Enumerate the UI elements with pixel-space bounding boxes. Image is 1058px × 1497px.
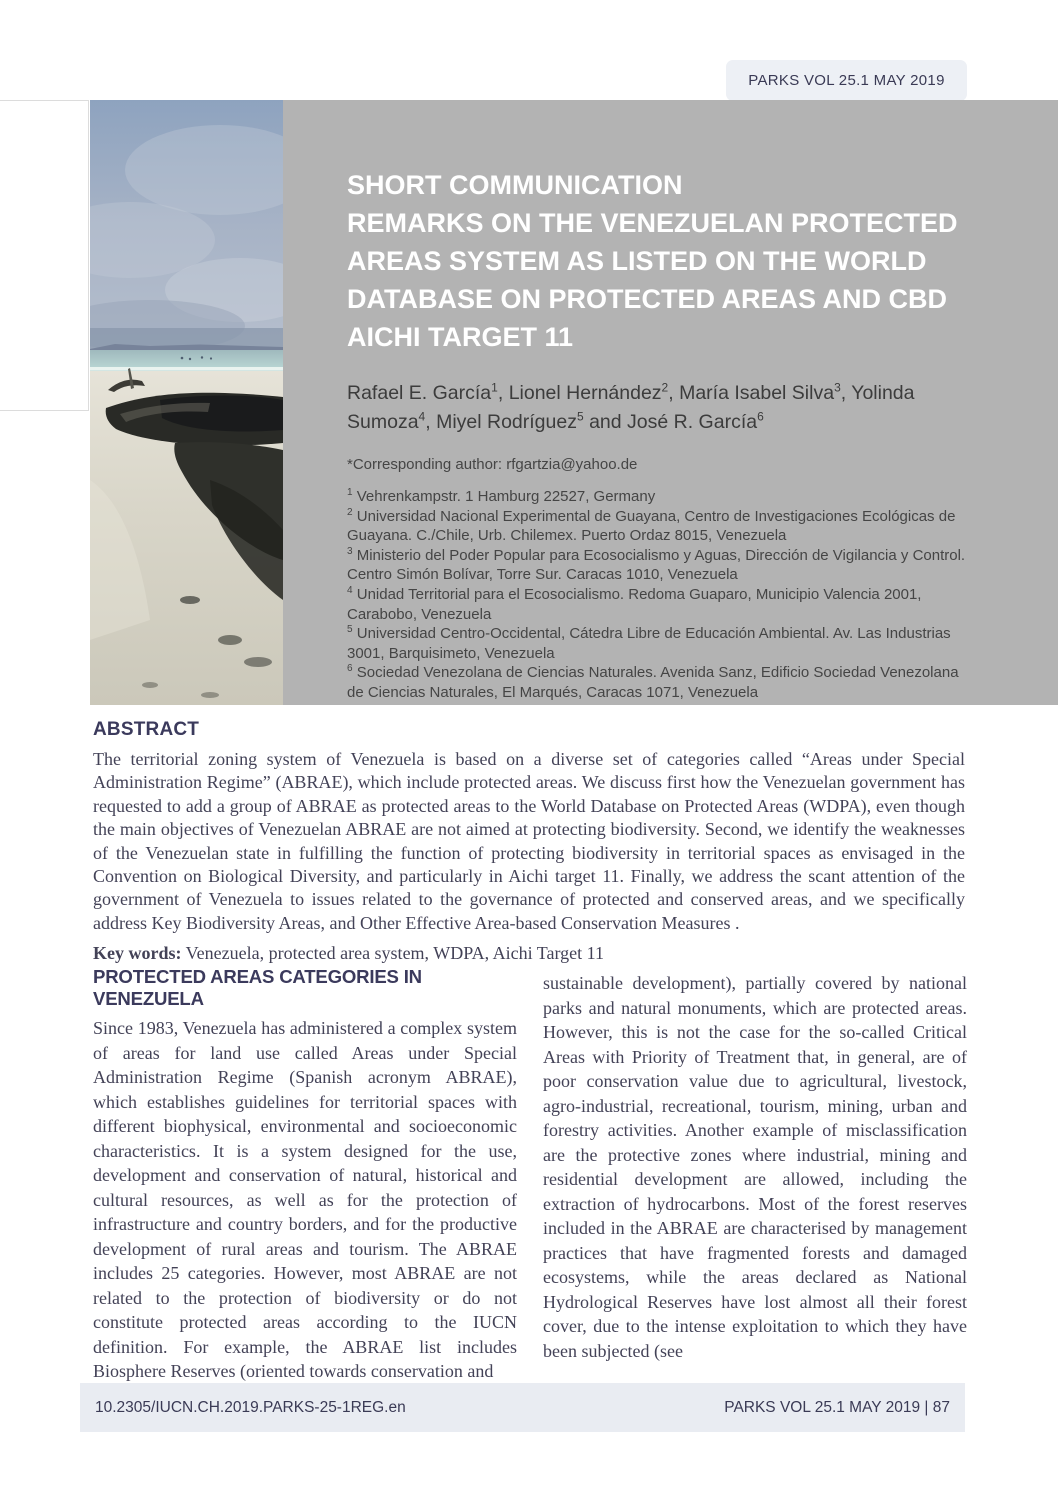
issue-badge-text: PARKS VOL 25.1 MAY 2019 [748, 72, 945, 89]
author-name: Yolinda Sumoza [347, 382, 915, 433]
affiliation-number: 3 [347, 545, 353, 557]
left-margin-box [0, 100, 89, 411]
keywords-label: Key words: [93, 943, 182, 963]
author-separator: , [840, 382, 852, 404]
author-separator: , [668, 382, 680, 404]
author-affiliation-ref: 5 [576, 409, 584, 424]
issue-badge [726, 60, 967, 101]
author-affiliation-ref: 6 [757, 409, 764, 424]
article-title-line: SHORT COMMUNICATION [347, 170, 683, 200]
affiliation-item [347, 663, 969, 702]
affiliation-list [347, 487, 969, 703]
header-content [347, 100, 969, 703]
header-block [283, 100, 1058, 705]
affiliation-text: Universidad Nacional Experimental de Guayana, Centro de Investigaciones Ecológicas de Guayana. C./Chile, Urb. Chilemex. Puerto Ordaz 8015, Venezuela [347, 507, 956, 545]
author-name: Rafael E. García [347, 382, 492, 404]
author-affiliation-ref: 2 [661, 380, 669, 395]
author-name: Lionel Hernández [508, 382, 662, 404]
body-text-right: sustainable development), partially covered by national parks and natural monuments, which are protected areas. However, this is not the case for the so-called Critical Areas with Priority of Treatment that, in general, are of poor conservation value due to agricultural, livestock, agro-industrial, recreational, tourism, mining, urban and forestry activities. Another example of misclassification are the protective zones where industrial, mining and residential development are allowed, including the extraction of hydrocarbons. Most of the forest reserves included in the ABRAE are characterised by management practices that have fragmented forests and damaged ecosystems, while the areas declared as National Hydrological Reserves have lost almost all their forest cover, due to the intense exploitation to which they have been subjected (see [543, 973, 967, 1361]
article-title-line: DATABASE ON PROTECTED AREAS AND CBD [347, 284, 948, 314]
affiliation-text: Universidad Centro-Occidental, Cátedra Libre de Educación Ambiental. Av. Las Industrias 3001, Barquisimeto, Venezuela [347, 625, 951, 662]
body-column-left [93, 966, 517, 1384]
section-heading: PROTECTED AREAS CATEGORIES IN VENEZUELA [93, 966, 422, 1009]
author-separator: , [497, 382, 509, 404]
affiliation-item [347, 624, 969, 663]
affiliation-text: Ministerio del Poder Popular para Ecosocialismo y Aguas, Dirección de Vigilancia y Control. Centro Simón Bolívar, Torre Sur. Caracas 1010, Venezuela [347, 546, 966, 584]
author-affiliation-ref: 4 [418, 409, 426, 424]
affiliation-text: Vehrenkampstr. 1 Hamburg 22527, Germany [356, 488, 656, 505]
author-name: Miyel Rodríguez [436, 411, 577, 433]
article-title-line: AREAS SYSTEM AS LISTED ON THE WORLD [347, 246, 927, 276]
author-list [347, 379, 969, 437]
abstract-heading: ABSTRACT [93, 719, 200, 740]
author-affiliation-ref: 1 [491, 380, 498, 395]
affiliation-text: Unidad Territorial para el Ecosocialismo. Redoma Guaparo, Municipio Valencia 2001, Carabobo, Venezuela [347, 585, 922, 623]
affiliation-item [347, 546, 969, 585]
abstract-text: The territorial zoning system of Venezuela is based on a diverse set of categories called “Areas under Special Administration Regime” (ABRAE), which include protected areas. We discuss first how the Venezuelan government has requested to add a group of ABRAE as protected areas to the World Database on Protected Areas (WDPA), even though the main objectives of Venezuelan ABRAE are not aimed at protecting biodiversity. Second, we identify the weaknesses of the Venezuelan state in fulfilling the function of protecting biodiversity in territorial spaces as envisaged in the Convention on Biological Diversity, and particularly in Aichi target 11. Finally, we address the scant attention of the government of Venezuela to issues related to the governance of protected and conserved areas, and we specifically address Key Biodiversity Areas, and Other Effective Area-based Conservation Measures . [93, 749, 965, 933]
affiliation-number: 6 [347, 663, 353, 675]
beach-photo [90, 100, 283, 705]
affiliation-item [347, 487, 969, 507]
author-affiliation-ref: 3 [834, 380, 841, 395]
footer-bar [80, 1383, 965, 1432]
affiliation-item [347, 585, 969, 624]
corresponding-author-note: *Corresponding author: rfgartzia@yahoo.de [347, 456, 638, 473]
author-name: María Isabel Silva [679, 382, 835, 404]
keywords-text: Venezuela, protected area system, WDPA, Aichi Target 11 [181, 943, 604, 963]
affiliation-text: Sociedad Venezolana de Ciencias Naturales. Avenida Sanz, Edificio Sociedad Venezolana de Ciencias Naturales, El Marqués, Caracas 1071, Venezuela [347, 664, 959, 701]
affiliation-number: 5 [347, 624, 353, 636]
article-title-line: REMARKS ON THE VENEZUELAN PROTECTED [347, 208, 958, 238]
body-text-left: Since 1983, Venezuela has administered a complex system of areas for land use called Areas under Special Administration Regime (Spanish acronym ABRAE), which establishes guidelines for territorial spaces with different biophysical, environmental and socioeconomic characteristics. It is a system designed for the use, development and conservation of natural, historical and cultural resources, as well as for the protection of infrastructure and country borders, and for the productive development of rural areas and tourism. The ABRAE includes 25 categories. However, most ABRAE are not related to the protection of biodiversity or do not constitute protected areas according to the IUCN definition. For example, the ABRAE list includes Biosphere Reserves (oriented towards conservation and [93, 1018, 517, 1381]
author-separator: , [425, 411, 437, 433]
body-column-right [543, 971, 967, 1363]
abstract-section [93, 719, 965, 935]
keywords-line [93, 943, 965, 964]
affiliation-number: 1 [347, 487, 353, 498]
affiliation-number: 4 [347, 584, 353, 596]
affiliation-item [347, 507, 969, 546]
affiliation-number: 2 [347, 506, 353, 518]
footer-doi: 10.2305/IUCN.CH.2019.PARKS-25-1REG.en [95, 1398, 406, 1416]
beach-photo-illustration [90, 100, 283, 705]
author-separator: and [583, 411, 628, 433]
article-title-line: AICHI TARGET 11 [347, 322, 574, 352]
footer-issue-page: PARKS VOL 25.1 MAY 2019 | 87 [724, 1398, 950, 1416]
article-title [347, 166, 969, 356]
author-name: José R. García [627, 411, 758, 433]
